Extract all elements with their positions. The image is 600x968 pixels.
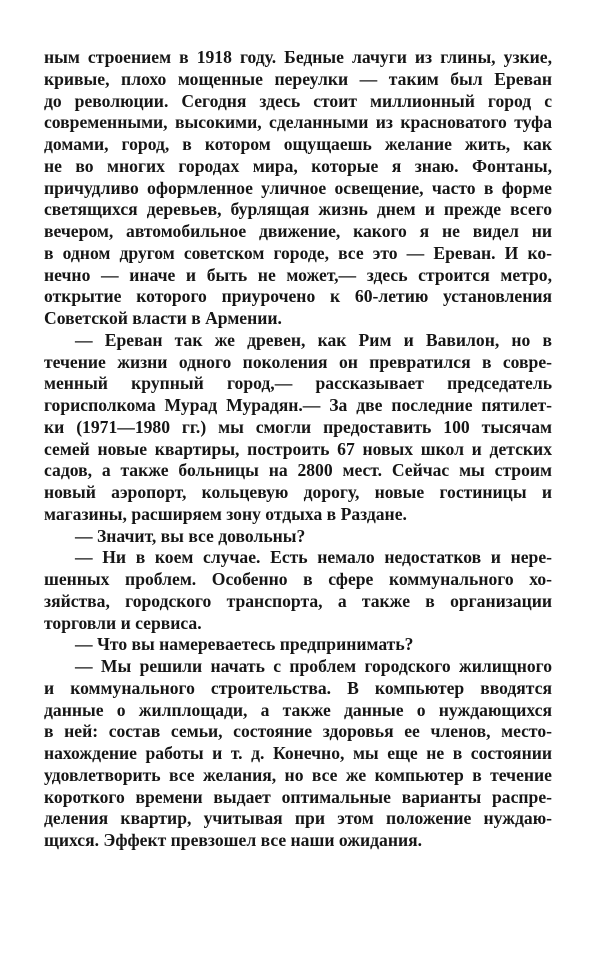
text-line: семей новые квартиры, построить 67 новых школ и детских [44,438,552,459]
text-line: зяйства, городского транспорта, а также в организации [44,590,552,611]
paragraph [44,330,552,526]
paragraph [44,47,552,330]
text-line: магазины, расширяем зону отдыха в Раздане. [44,503,407,524]
text-line: — Мы решили начать с проблем городского жилищного [75,656,552,676]
text-line: в одном другом советском городе, все это — Ереван. И ко- [44,242,552,263]
text-line: нечно — иначе и быть не может,— здесь строится метро, [44,264,552,285]
text-line: до революции. Сегодня здесь стоит миллионный город с [44,90,552,111]
text-line: ки (1971—1980 гг.) мы смогли предоставить 100 тысячам [44,416,552,437]
text-line: — Ереван так же древен, как Рим и Вавилон, но в [75,329,552,350]
text-line: нахождение работы и т. д. Конечно, мы еще не в состоянии [44,743,552,763]
text-line: ным строением в 1918 году. Бедные лачуги из глины, узкие, [44,47,552,67]
text-line: причудливо оформленное уличное освещение, часто в форме [44,177,552,198]
text-line: менный крупный город,— рассказывает председатель [44,373,552,394]
text-line: не во многих городах мира, которые я знаю. Фонтаны, [44,155,552,176]
text-line: кривые, плохо мощенные переулки — таким был Ереван [44,68,552,89]
document-page [44,47,552,852]
paragraph [44,526,552,548]
paragraph [44,656,552,852]
text-line: домами, город, в котором ощущаешь желание жить, как [44,134,552,154]
text-line: деления квартир, учитывая при этом положение нуждаю- [44,808,552,829]
text-line: новый аэропорт, кольцевую дорогу, новые гостиницы и [44,482,552,502]
text-line: светящихся деревьев, бурлящая жизнь днем и прежде всего [44,199,552,220]
text-line: щихся. Эффект превзошел все наши ожидания. [44,830,423,850]
text-line: открытие которого приурочено к 60-летию установления [44,286,552,307]
text-line: горисполкома Мурад Мурадян.— За две последние пятилет- [44,395,552,415]
text-line: торговли и сервиса. [44,612,202,633]
text-line: современными, высокими, сделанными из красноватого туфа [44,112,552,133]
text-line: удовлетворить все желания, но все же компьютер в течение [44,764,552,785]
text-line: течение жизни одного поколения он превратился в совре- [44,351,552,372]
text-line: Советской власти в Армении. [44,308,282,328]
text-line: данные о жилплощади, а также данные о нуждающихся [44,699,552,720]
text-line: и коммунального строительства. В компьютер вводятся [44,677,552,698]
text-line: — Значит, вы все довольны? [75,525,306,546]
text-line: короткого времени выдает оптимальные варианты распре- [44,786,552,807]
text-line: — Ни в коем случае. Есть немало недостатков и нере- [75,547,552,568]
paragraph [44,547,552,634]
text-line: садов, а также больницы на 2800 мест. Сейчас мы строим [44,460,552,481]
text-line: — Что вы намереваетесь предпринимать? [75,634,414,655]
text-line: в ней: состав семьи, состояние здоровья ее членов, место- [44,721,552,742]
text-line: шенных проблем. Особенно в сфере коммунального хо- [44,569,552,589]
paragraph [44,634,552,656]
text-line: вечером, автомобильное движение, какого я не видел ни [44,221,552,241]
